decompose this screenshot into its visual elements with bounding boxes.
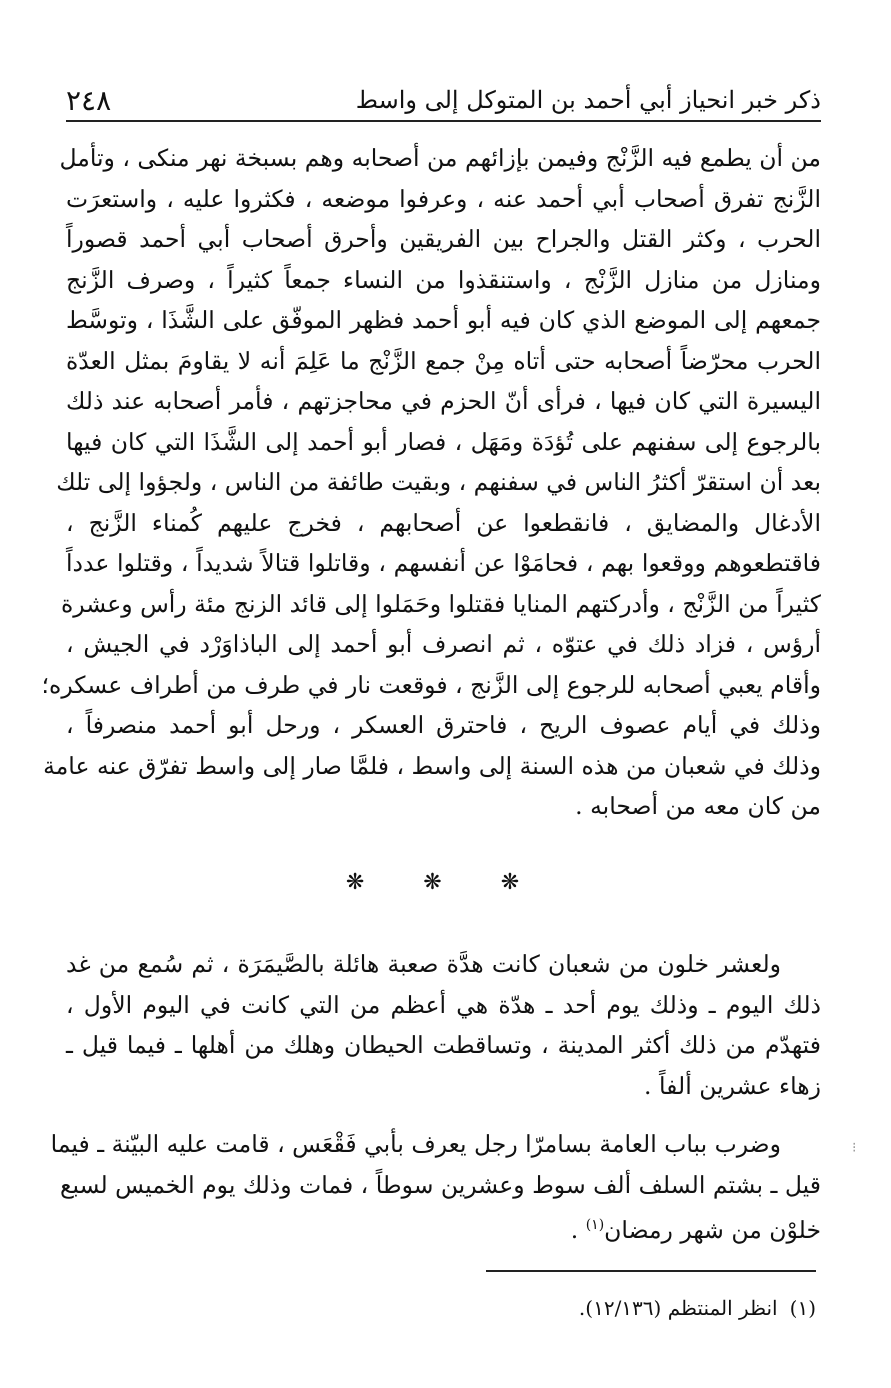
text-line: وضرب بباب العامة بسامرّا رجل يعرف بأبي فَقْعَس ، قامت عليه البيّنة ـ فيما	[50, 1130, 781, 1158]
page-header	[66, 80, 821, 122]
footnote-divider	[486, 1270, 816, 1272]
text-line: الأدغال والمضايق ، فانقطعوا عن أصحابهم ، فخرج عليهم كُمناء الزَّنج ،	[66, 508, 821, 537]
footnote-number: (١)	[789, 1296, 816, 1320]
text-line	[66, 1205, 821, 1250]
text-line: وذلك في شعبان من هذه السنة إلى واسط ، فلمَّا صار إلى واسط تفرّق عنه عامة	[43, 751, 821, 780]
text-line: بعد أن استقرّ أكثرُ الناس في سفنهم ، وبقيت طائفة من الناس ، ولجؤوا إلى تلك	[56, 468, 821, 496]
section-separator: ❋ ❋ ❋	[345, 870, 546, 895]
text-line: جمعهم إلى الموضع الذي كان فيه أبو أحمد فظهر الموفّق على الشَّذَا ، وتوسَّط	[66, 306, 821, 334]
footnote-text: انظر المنتظم (١٢/١٣٦).	[578, 1296, 778, 1320]
text-line: الحرب ، وكثر القتل والجراح بين الفريقين وأحرق أصحاب أبي أحمد قصوراً	[66, 225, 821, 253]
section-1-text	[41, 138, 821, 827]
text-line: من أن يطمع فيه الزَّنْج وفيمن بإزائهم من أصحابه وهم بسبخة نهر منكى ، وتأمل	[59, 144, 821, 172]
text-line: فاقتطعوهم ووقعوا بهم ، فحامَوْا عن أنفسهم ، وقاتلوا قتالاً شديداً ، وقتلوا عدداً	[66, 549, 821, 577]
footnote	[380, 1296, 816, 1320]
text-line: من كان معه من أصحابه .	[575, 792, 821, 820]
page-number: ٢٤٨	[66, 83, 112, 117]
text-line: الزَّنج تفرق أصحاب أبي أحمد عنه ، وعرفوا موضعه ، فكثروا عليه ، واستعرَت	[66, 184, 821, 213]
text-line: كثيراً من الزَّنْج ، وأدركتهم المنايا فقتلوا وحَمَلوا إلى قائد الزنج مئة رأس وعشرة	[60, 589, 821, 618]
margin-tick-mark: ⁝	[852, 1140, 857, 1156]
paragraph	[66, 944, 821, 1106]
text-line: وذلك في أيام عصوف الريح ، فاحترق العسكر ، ورحل أبو أحمد منصرفاً ،	[66, 711, 821, 739]
section-2-text	[50, 944, 821, 1268]
paragraph	[50, 1124, 821, 1250]
text-line: وأقام يعبي أصحابه للرجوع إلى الزَّنج ، فوقعت نار في طرف من أطراف عسكره؛	[41, 670, 821, 699]
sentence-end: .	[570, 1215, 586, 1244]
text-line: ذلك اليوم ـ وذلك يوم أحد ـ هدّة هي أعظم من التي كانت في اليوم الأول ،	[66, 990, 821, 1019]
text-line: ولعشر خلون من شعبان كانت هدَّة صعبة هائلة بالصَّيمَرَة ، ثم سُمع من غد	[66, 950, 781, 978]
text-line: فتهدّم من ذلك أكثر المدينة ، وتساقطت الحيطان وهلك من أهلها ـ فيما قيل ـ	[66, 1031, 821, 1059]
text-line: زهاء عشرين ألفاً .	[644, 1071, 821, 1100]
running-title: ذكر خبر انحياز أبي أحمد بن المتوكل إلى واسط	[355, 86, 821, 114]
text-line: قيل ـ بشتم السلف ألف سوط وعشرين سوطاً ، فمات وذلك يوم الخميس لسبع	[59, 1170, 821, 1199]
text-line: ومنازل من منازل الزَّنْج ، واستنقذوا من النساء جمعاً كثيراً ، وصرف الزَّنج	[66, 265, 821, 294]
text-line-content: خلوْن من شهر رمضان	[604, 1215, 821, 1244]
text-line: بالرجوع إلى سفنهم على تُؤدَة ومَهَل ، فصار أبو أحمد إلى الشَّذَا التي كان فيها	[66, 427, 821, 456]
text-line: الحرب محرّضاً أصحابه حتى أتاه مِنْ جمع الزَّنْج ما عَلِمَ أنه لا يقاومَ بمثل العدّة	[66, 346, 821, 375]
text-line: أرؤس ، فزاد ذلك في عتوّه ، ثم انصرف أبو أحمد إلى الباذاوَرْد في الجيش ،	[66, 630, 821, 658]
footnote-marker[interactable]: (١)	[585, 1217, 605, 1233]
text-line: اليسيرة التي كان فيها ، فرأى أنّ الحزم في محاجزتهم ، فأمر أصحابه عند ذلك	[66, 387, 821, 415]
